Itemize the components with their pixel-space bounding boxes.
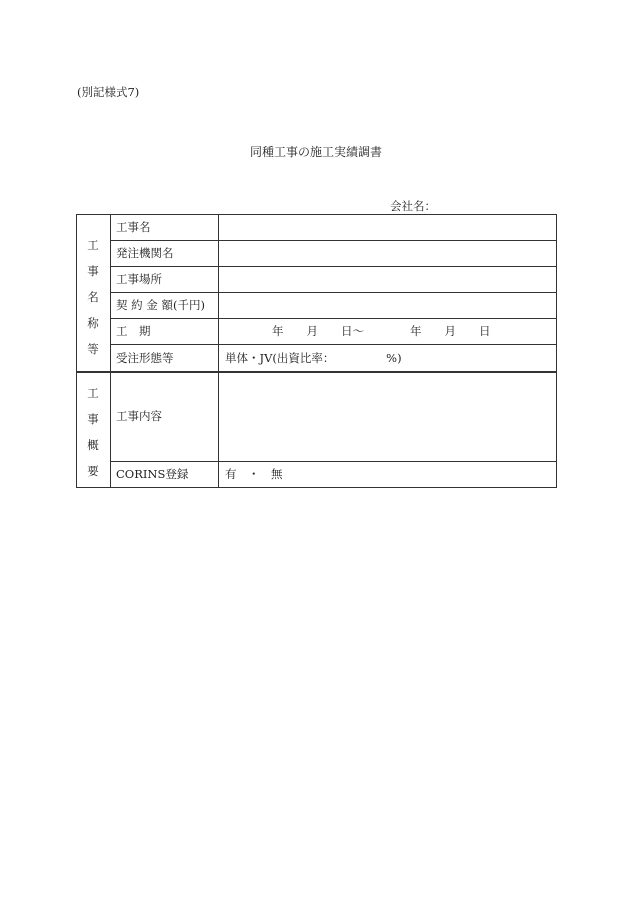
section-label-project-overview: 工 事 概 要 [87,386,99,478]
label-corins: CORINS登録 [116,467,189,481]
company-name-label: 会社名： [390,199,436,213]
label-contract-amount: 契 約 金 額(千円) [116,298,205,312]
label-project-name: 工事名 [116,220,151,234]
label-contract-form: 受注形態等 [116,351,174,365]
label-construction-period: 工 期 [116,324,151,338]
label-project-content: 工事内容 [116,409,162,423]
form-code: (別記様式7) [77,85,140,99]
construction-period-field[interactable]: 年 月 日～ 年 月 日 [272,324,491,338]
label-project-location: 工事場所 [116,272,162,286]
label-ordering-agency: 発注機関名 [116,246,174,260]
corins-field[interactable]: 有 ・ 無 [225,467,283,481]
document-title: 同種工事の施工実績調書 [250,145,383,159]
contract-form-field[interactable]: 単体・JV(出資比率： %) [225,351,402,365]
section-label-project-name: 工 事 名 称 等 [87,238,99,356]
